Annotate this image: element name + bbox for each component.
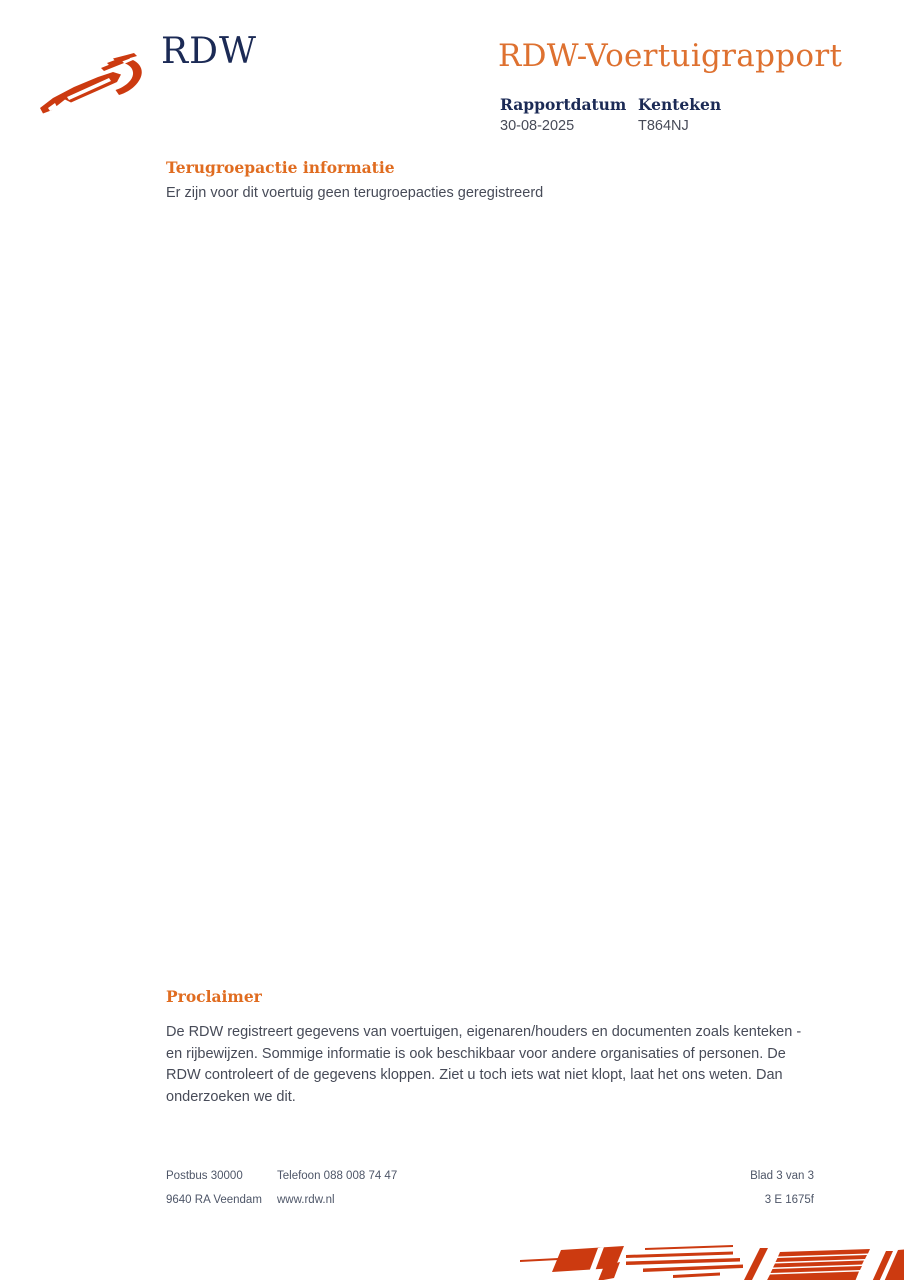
report-date-value: 30-08-2025	[500, 118, 575, 135]
report-title: RDW-Voertuigrapport	[498, 38, 843, 74]
proclaimer-body: De RDW registreert gegevens van voertuigen, eigenaren/houders en documenten zoals kenteken - en rijbewijzen. Sommige informatie is ook beschikbaar voor andere organisaties of personen. De RDW controleert of de gegevens kloppen. Ziet u toch iets wat niet klopt, laat het ons weten. Dan onderzoeken we dit.	[166, 1024, 802, 1105]
report-meta	[500, 96, 776, 135]
license-plate-block	[638, 96, 776, 135]
footer-address-line1: Postbus 30000	[166, 1170, 243, 1182]
footer-phone: Telefoon 088 008 74 47	[277, 1170, 398, 1182]
footer-address-line2: 9640 RA Veendam	[166, 1193, 262, 1206]
proclaimer-section	[166, 988, 814, 1108]
footer-row-1	[166, 1171, 814, 1183]
license-plate-value: T864NJ	[638, 118, 689, 135]
report-date-block	[500, 96, 638, 135]
footer-website: www.rdw.nl	[277, 1193, 335, 1206]
footer-row-2	[166, 1195, 814, 1207]
license-plate-label: Kenteken	[638, 95, 722, 114]
rdw-wing-logo-icon	[38, 53, 151, 115]
report-date-label: Rapportdatum	[500, 95, 627, 114]
footer-page-number: Blad 3 van 3	[750, 1170, 814, 1182]
proclaimer-heading: Proclaimer	[166, 987, 262, 1006]
page-footer	[166, 1171, 814, 1218]
rdw-speed-stripes-graphic	[512, 1242, 904, 1280]
recall-body: Er zijn voor dit voertuig geen terugroepacties geregistreerd	[166, 185, 544, 202]
recall-section	[166, 159, 543, 202]
footer-doc-code: 3 E 1675f	[764, 1193, 814, 1206]
recall-heading: Terugroepactie informatie	[166, 158, 395, 177]
rdw-wordmark: RDW	[161, 31, 257, 72]
